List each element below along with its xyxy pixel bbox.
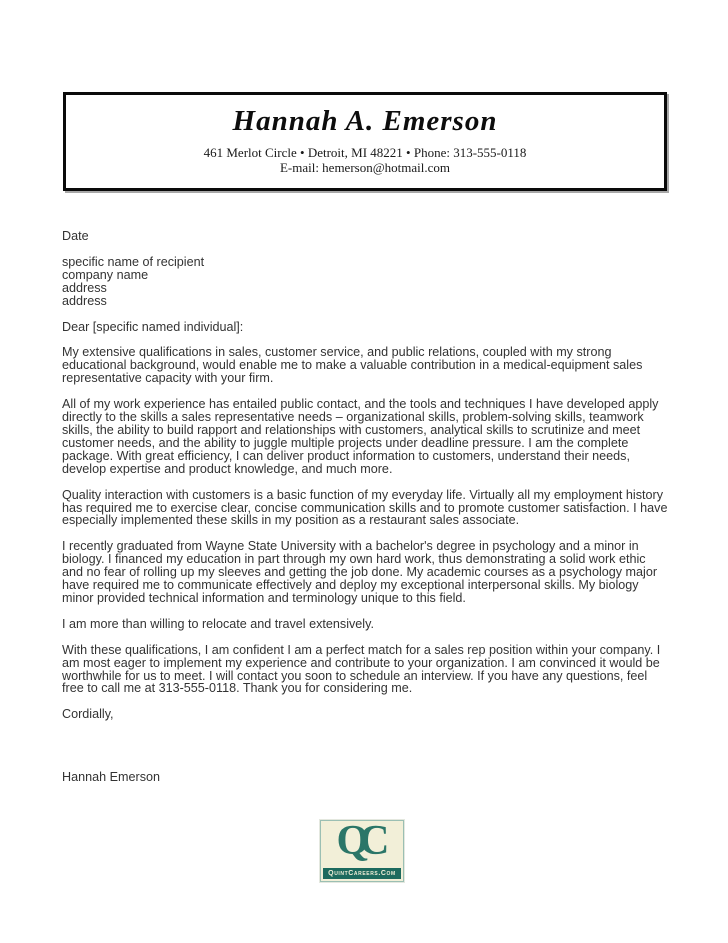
logo-monogram-qc: QC — [336, 818, 380, 864]
body-paragraph: All of my work experience has entailed public contact, and the tools and techniques I have developed apply directly to the skills a sales representative needs – organizational skills, problem-solving skills, teamwork skills, the ability to build rapport and relationships with customers, analytical skills to scrutinize and meet customer needs, and the ability to juggle multiple projects under deadline pressure. I am the complete package. With great efficiency, I can deliver product information to customers, understand their needs, develop expertise and product knowledge, and much more. — [62, 397, 659, 476]
recipient-line: address — [62, 293, 107, 308]
letterhead — [63, 92, 667, 191]
body-paragraph: My extensive qualifications in sales, customer service, and public relations, coupled with my strong educational background, would enable me to make a valuable contribution in a medical-equipment sales representative capacity with your firm. — [62, 345, 643, 386]
letterhead-name: Hannah A. Emerson — [232, 105, 498, 137]
body-paragraph: Quality interaction with customers is a basic function of my everyday life. Virtually all my employment history has required me to exercise clear, concise communication skills and to promote customer satisfaction. I have especially implemented these skills in my position as a restaurant sales associate. — [62, 487, 668, 528]
recipient-line: address — [62, 280, 107, 295]
signature-name: Hannah Emerson — [62, 770, 161, 785]
quintcareers-logo — [320, 820, 404, 882]
recipient-block — [62, 256, 670, 308]
recipient-line: specific name of recipient — [62, 254, 205, 269]
date-placeholder: Date — [62, 229, 89, 243]
closing: Cordially, — [62, 707, 114, 722]
body-paragraph: I recently graduated from Wayne State University with a bachelor's degree in psychology and a minor in biology. I financed my education in part through my own hard work, thus demonstrating a solid work ethic and no fear of rolling up my sleeves and getting the job done. My academic courses as a psychology major have required me to communicate effectively and deploy my exceptional interpersonal skills. My biology minor provided technical information and terminology unique to this field. — [62, 539, 658, 605]
recipient-line: company name — [62, 267, 149, 282]
letterhead-email-line: E-mail: hemerson@hotmail.com — [279, 160, 451, 175]
logo-caption: QuintCareers.Com — [323, 868, 401, 879]
salutation: Dear [specific named individual]: — [62, 319, 244, 334]
letter-body — [62, 230, 670, 784]
body-paragraph: With these qualifications, I am confident I am a perfect match for a sales rep position within your company. I am most eager to implement my experience and contribute to your organization. I am convinced it would be worthwhile for us to meet. I will contact you soon to schedule an interview. If you have any questions, feel free to call me at 313-555-0118. Thank you for considering me. — [62, 642, 661, 696]
letterhead-address-line: 461 Merlot Circle • Detroit, MI 48221 • Phone: 313-555-0118 — [203, 145, 527, 160]
body-paragraph: I am more than willing to relocate and travel extensively. — [62, 616, 374, 631]
